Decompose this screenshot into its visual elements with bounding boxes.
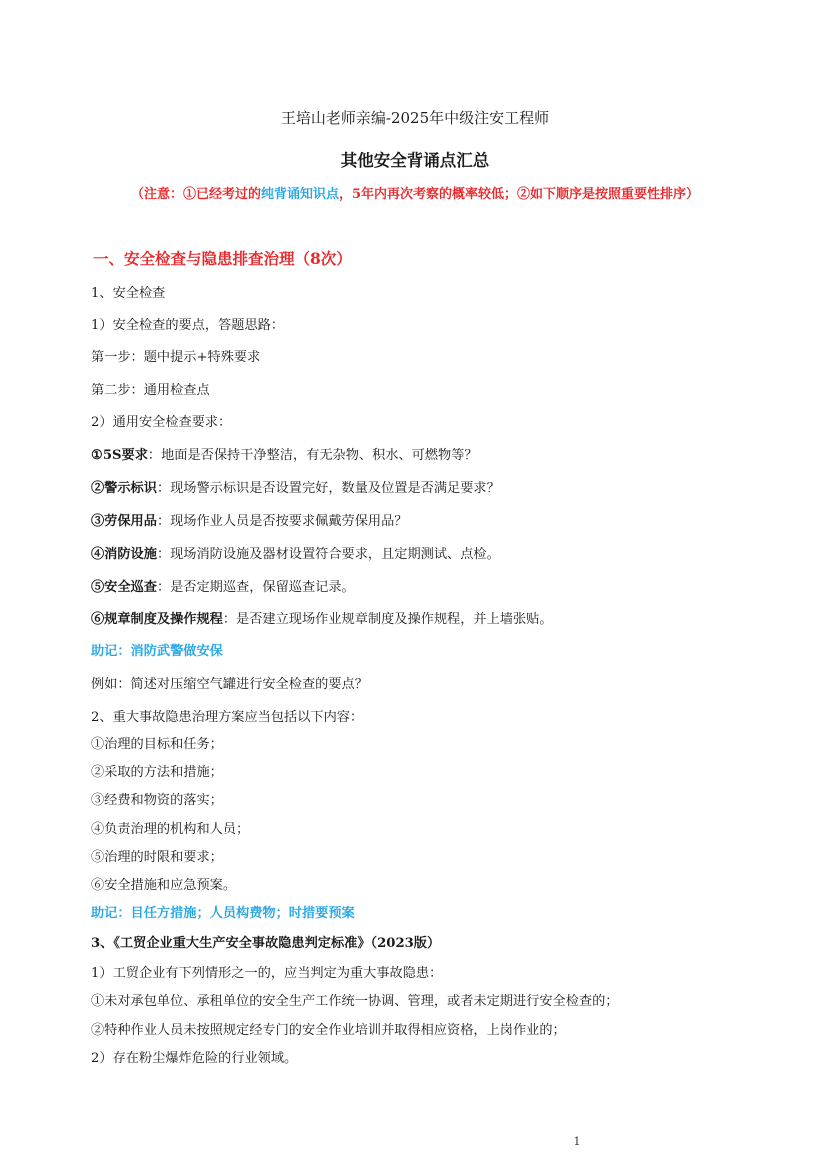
document-subtitle: 其他安全背诵点汇总 [340, 151, 490, 170]
standard-intro: 1）工贸企业有下列情形之一的，应当判定为重大事故隐患： [91, 966, 443, 981]
step-one: 第一步：题中提示+特殊要求 [91, 350, 261, 365]
check-item-text: ：现场警示标识是否设置完好，数量及位置是否满足要求？ [156, 481, 500, 496]
check-item [91, 477, 500, 496]
plan-item: ①治理的目标和任务； [91, 737, 223, 752]
check-item-text: ：现场作业人员是否按要求佩戴劳保用品？ [156, 514, 408, 529]
plan-item: ⑤治理的时限和要求； [91, 850, 223, 865]
notice-part2: ，5年内再次考察的概率较低；②如下顺序是按照重要性排序） [338, 187, 700, 202]
plan-item: ⑥安全措施和应急预案。 [91, 878, 237, 893]
general-requirements-intro: 2）通用安全检查要求： [91, 415, 232, 430]
check-item-text: ：地面是否保持干净整洁，有无杂物、积水、可燃物等？ [147, 448, 478, 463]
standard-item: ②特种作业人员未按照规定经专门的安全作业培训并取得相应资格，上岗作业的； [91, 1023, 566, 1038]
check-item [91, 543, 500, 562]
check-item-text: ：是否定期巡查，保留巡查记录。 [156, 580, 355, 595]
page-number-wrap [0, 1135, 830, 1148]
step-two: 第二步：通用检查点 [91, 383, 210, 398]
plan-item: ③经费和物资的落实； [91, 793, 223, 808]
check-item [91, 510, 408, 529]
subheading-hazard-plan: 2、重大事故隐患治理方案应当包括以下内容： [91, 710, 364, 725]
check-item-label: ⑤安全巡查 [91, 580, 157, 595]
notice-part1: （注意：①已经考过的 [130, 187, 261, 202]
check-item [91, 608, 553, 627]
check-points-intro: 1）安全检查的要点，答题思路： [91, 318, 285, 333]
subheading-standard: 3、《工贸企业重大生产安全事故隐患判定标准》（2023版） [91, 936, 441, 951]
check-item-label: ②警示标识 [91, 481, 157, 496]
section-heading: 一、安全检查与隐患排查治理（8次） [93, 249, 352, 268]
check-item-label: ④消防设施 [91, 547, 157, 562]
plan-item: ②采取的方法和措施； [91, 765, 223, 780]
check-item-label: ③劳保用品 [91, 514, 157, 529]
memo-line: 助记：消防武警做安保 [91, 644, 223, 659]
check-item [91, 576, 355, 595]
check-item-label: ⑥规章制度及操作规程 [91, 612, 223, 627]
standard-item: ①未对承包单位、承租单位的安全生产工作统一协调、管理，或者未定期进行安全检查的； [91, 994, 619, 1009]
subheading-safety-check: 1、安全检查 [91, 286, 166, 301]
check-item-text: ：是否建立现场作业规章制度及操作规程，并上墙张贴。 [222, 612, 553, 627]
check-item-label: ①5S要求 [91, 448, 148, 463]
plan-item: ④负责治理的机构和人员； [91, 822, 250, 837]
check-item-text: ：现场消防设施及器材设置符合要求，且定期测试、点检。 [156, 547, 500, 562]
check-item [91, 444, 478, 463]
example-question: 例如：简述对压缩空气罐进行安全检查的要点？ [91, 677, 368, 692]
document-title: 王培山老师亲编-2025年中级注安工程师 [280, 109, 550, 127]
dust-explosion-line: 2）存在粉尘爆炸危险的行业领域。 [91, 1051, 298, 1066]
notice-highlight: 纯背诵知识点 [260, 187, 339, 202]
memo-line: 助记：目任方措施；人员构费物；时措要预案 [91, 906, 355, 921]
page-number: 1 [573, 1135, 581, 1148]
notice-line [0, 183, 830, 202]
